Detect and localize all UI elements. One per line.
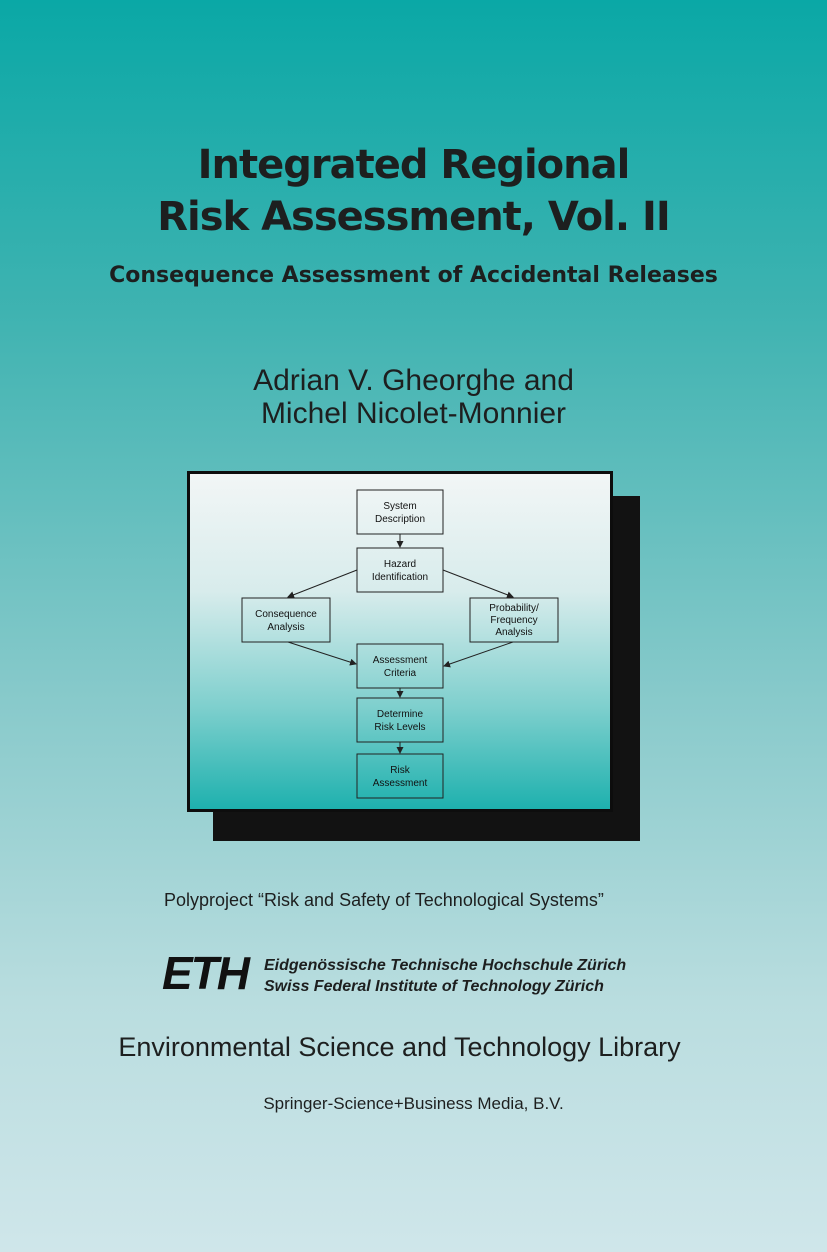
series-name: Environmental Science and Technology Library	[118, 1032, 681, 1062]
risk-assessment-flowchart	[187, 471, 613, 812]
box-hazard-identification	[357, 548, 443, 592]
institution-name	[264, 955, 626, 997]
arrow-hazard-to-consequence	[288, 570, 357, 597]
label-consequence-2: Analysis	[267, 622, 305, 633]
publisher: Springer-Science+Business Media, B.V.	[263, 1094, 564, 1113]
label-criteria-1: Assessment	[372, 655, 428, 666]
label-levels-2: Risk Levels	[374, 722, 426, 733]
label-risk-assessment-2: Assessment	[372, 778, 428, 789]
author-line-1: Adrian V. Gheorghe and	[253, 364, 574, 397]
label-hazard-1: Hazard	[383, 559, 417, 570]
box-determine-risk-levels	[357, 698, 443, 742]
label-risk-assessment-1: Risk	[390, 765, 410, 776]
eth-logo	[162, 950, 254, 994]
box-consequence-analysis	[242, 598, 330, 642]
subtitle: Consequence Assessment of Accidental Releases	[109, 263, 718, 288]
box-system-description	[357, 490, 443, 534]
title-line-1: Integrated Regional	[197, 142, 630, 188]
label-probability-3: Analysis	[495, 627, 533, 638]
label-consequence-1: Consequence	[255, 609, 317, 620]
arrow-probability-to-criteria	[444, 642, 513, 666]
polyproject-note: Polyproject “Risk and Safety of Technological Systems”	[164, 890, 604, 910]
label-probability-2: Frequency	[490, 615, 538, 626]
box-risk-assessment	[357, 754, 443, 798]
institution-line-1: Eidgenössische Technische Hochschule Zürich	[264, 957, 627, 974]
author-line-2: Michel Nicolet-Monnier	[260, 397, 567, 430]
arrow-hazard-to-probability	[443, 570, 513, 597]
box-assessment-criteria	[357, 644, 443, 688]
label-system-description-2: Description	[374, 514, 426, 525]
arrow-consequence-to-criteria	[288, 642, 356, 664]
title-line-2: Risk Assessment, Vol. II	[157, 194, 670, 240]
label-criteria-2: Criteria	[383, 668, 417, 679]
institution-line-2: Swiss Federal Institute of Technology Zürich	[264, 978, 604, 995]
label-levels-1: Determine	[376, 709, 424, 720]
label-probability-1: Probability/	[489, 603, 539, 614]
label-hazard-2: Identification	[371, 572, 429, 583]
svg-text:ETH: ETH	[162, 950, 248, 994]
label-system-description-1: System	[383, 501, 417, 512]
